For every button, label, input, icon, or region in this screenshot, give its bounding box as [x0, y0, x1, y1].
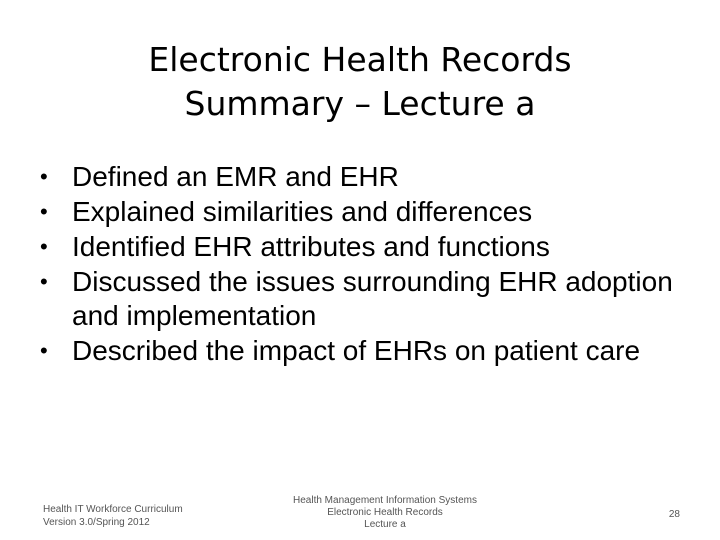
bullet-item [40, 160, 680, 194]
bullet-text: Defined an EMR and EHR [72, 161, 399, 192]
bullet-text: Described the impact of EHRs on patient care [72, 335, 641, 366]
footer-line: Electronic Health Records [327, 507, 443, 518]
footer-curriculum [43, 503, 183, 529]
bullet-marker: • [40, 199, 48, 224]
bullet-item [40, 334, 680, 368]
page-number: 28 [668, 509, 680, 520]
slide-title-line: Summary – Lecture a [184, 84, 536, 123]
bullet-text: Explained similarities and differences [72, 196, 533, 227]
footer-line: Health Management Information Systems [293, 495, 477, 506]
bullet-item [40, 195, 680, 229]
footer-line: Version 3.0/Spring 2012 [43, 517, 150, 528]
bullet-marker: • [40, 234, 48, 259]
footer-line: Health IT Workforce Curriculum [43, 504, 183, 515]
bullet-list [40, 160, 680, 369]
bullet-item [40, 230, 680, 264]
bullet-item [40, 265, 680, 333]
bullet-text: Discussed the issues surrounding EHR adoption and implementation [72, 266, 673, 331]
bullet-marker: • [40, 338, 48, 363]
bullet-marker: • [40, 269, 48, 294]
footer-line: Lecture a [364, 519, 406, 530]
slide-title-line: Electronic Health Records [148, 40, 572, 79]
slide-title [0, 38, 720, 126]
bullet-marker: • [40, 164, 48, 189]
footer-course [260, 495, 510, 531]
bullet-text: Identified EHR attributes and functions [72, 231, 550, 262]
